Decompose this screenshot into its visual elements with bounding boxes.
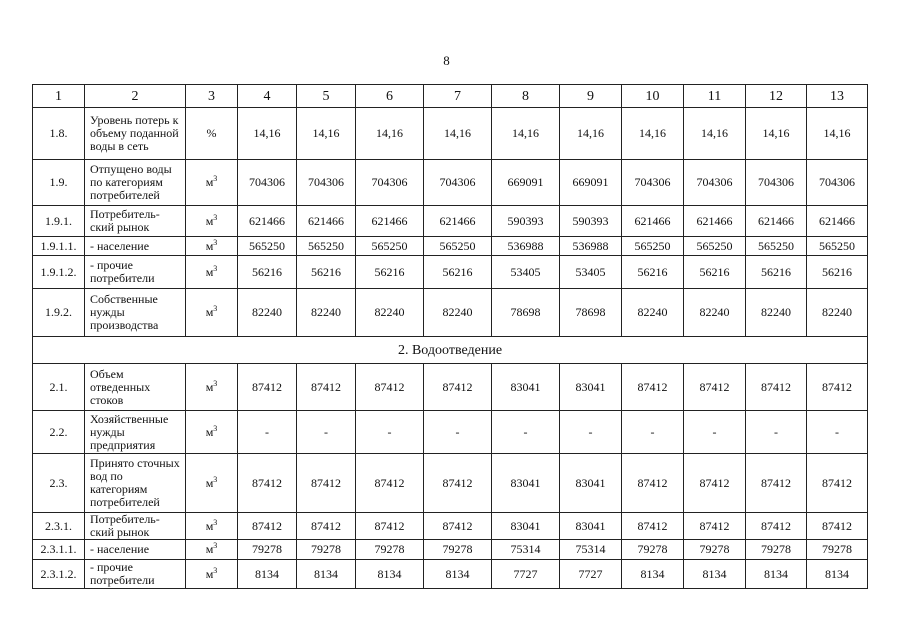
value-cell: 87412	[684, 513, 746, 540]
value-cell: 536988	[560, 237, 622, 256]
column-header: 3	[186, 85, 238, 108]
value-cell: 83041	[560, 364, 622, 411]
value-cell: 87412	[746, 513, 807, 540]
value-cell: 621466	[356, 206, 424, 237]
value-cell: 7727	[492, 560, 560, 589]
value-cell: 14,16	[622, 108, 684, 160]
table-row	[33, 237, 868, 256]
value-cell: 8134	[622, 560, 684, 589]
table-row	[33, 364, 868, 411]
column-header: 1	[33, 85, 85, 108]
row-unit: $м^3$	[186, 560, 238, 589]
value-cell: 87412	[622, 364, 684, 411]
value-cell: 87412	[297, 454, 356, 513]
row-name: Принято сточных вод по категориям потребителей	[85, 454, 186, 513]
value-cell: 83041	[492, 513, 560, 540]
value-cell: 79278	[746, 540, 807, 560]
value-cell: 565250	[807, 237, 868, 256]
row-code: 1.9.1.	[33, 206, 85, 237]
section-title: 2. Водоотведение	[33, 337, 868, 364]
value-cell: 87412	[684, 364, 746, 411]
value-cell: -	[424, 411, 492, 454]
value-cell: 8134	[238, 560, 297, 589]
row-name: Хозяйственные нужды предприятия	[85, 411, 186, 454]
value-cell: -	[492, 411, 560, 454]
data-table	[32, 84, 868, 589]
value-cell: 82240	[622, 289, 684, 337]
table-row	[33, 256, 868, 289]
value-cell: -	[560, 411, 622, 454]
value-cell: 87412	[238, 513, 297, 540]
row-code: 1.9.2.	[33, 289, 85, 337]
row-name: Потребитель-ский рынок	[85, 206, 186, 237]
value-cell: 87412	[807, 364, 868, 411]
row-unit: $м^3$	[186, 411, 238, 454]
value-cell: 565250	[622, 237, 684, 256]
row-code: 2.3.1.1.	[33, 540, 85, 560]
value-cell: 87412	[238, 454, 297, 513]
value-cell: 87412	[622, 513, 684, 540]
row-name: - прочие потребители	[85, 256, 186, 289]
value-cell: 669091	[492, 160, 560, 206]
value-cell: 87412	[424, 513, 492, 540]
value-cell: 79278	[424, 540, 492, 560]
value-cell: 621466	[684, 206, 746, 237]
column-header: 5	[297, 85, 356, 108]
value-cell: 56216	[356, 256, 424, 289]
value-cell: 75314	[560, 540, 622, 560]
value-cell: 621466	[807, 206, 868, 237]
value-cell: 590393	[492, 206, 560, 237]
value-cell: 78698	[492, 289, 560, 337]
value-cell: 83041	[560, 454, 622, 513]
row-code: 1.8.	[33, 108, 85, 160]
value-cell: -	[297, 411, 356, 454]
value-cell: 87412	[684, 454, 746, 513]
value-cell: 14,16	[297, 108, 356, 160]
value-cell: 536988	[492, 237, 560, 256]
value-cell: 87412	[297, 364, 356, 411]
value-cell: 82240	[684, 289, 746, 337]
table-row	[33, 560, 868, 589]
value-cell: 78698	[560, 289, 622, 337]
value-cell: -	[746, 411, 807, 454]
value-cell: 87412	[424, 454, 492, 513]
column-header: 4	[238, 85, 297, 108]
page-number: 8	[443, 53, 450, 68]
header-row	[33, 85, 868, 108]
row-name: - население	[85, 540, 186, 560]
value-cell: -	[238, 411, 297, 454]
value-cell: 87412	[238, 364, 297, 411]
value-cell: 82240	[356, 289, 424, 337]
value-cell: 87412	[297, 513, 356, 540]
value-cell: 14,16	[356, 108, 424, 160]
value-cell: 590393	[560, 206, 622, 237]
row-unit: $м^3$	[186, 160, 238, 206]
value-cell: 56216	[684, 256, 746, 289]
value-cell: 8134	[424, 560, 492, 589]
row-unit: $м^3$	[186, 256, 238, 289]
value-cell: 7727	[560, 560, 622, 589]
value-cell: 87412	[746, 364, 807, 411]
column-header: 6	[356, 85, 424, 108]
value-cell: 53405	[560, 256, 622, 289]
row-unit: $м^3$	[186, 206, 238, 237]
value-cell: 621466	[297, 206, 356, 237]
row-unit: $м^3$	[186, 513, 238, 540]
value-cell: 8134	[356, 560, 424, 589]
row-unit: $м^3$	[186, 289, 238, 337]
value-cell: 87412	[807, 513, 868, 540]
value-cell: 56216	[807, 256, 868, 289]
column-header: 8	[492, 85, 560, 108]
row-code: 2.3.1.2.	[33, 560, 85, 589]
table-row	[33, 513, 868, 540]
table-row	[33, 108, 868, 160]
value-cell: 704306	[684, 160, 746, 206]
row-name: Собственные нужды производства	[85, 289, 186, 337]
column-header: 10	[622, 85, 684, 108]
row-name: Объем отведенных стоков	[85, 364, 186, 411]
value-cell: 14,16	[807, 108, 868, 160]
value-cell: 87412	[746, 454, 807, 513]
value-cell: 14,16	[560, 108, 622, 160]
value-cell: 565250	[356, 237, 424, 256]
row-code: 2.3.1.	[33, 513, 85, 540]
value-cell: 87412	[356, 364, 424, 411]
value-cell: 14,16	[492, 108, 560, 160]
value-cell: 565250	[684, 237, 746, 256]
row-name: Уровень потерь к объему поданной воды в сеть	[85, 108, 186, 160]
row-unit: $м^3$	[186, 540, 238, 560]
value-cell: -	[356, 411, 424, 454]
value-cell: 565250	[746, 237, 807, 256]
column-header: 12	[746, 85, 807, 108]
value-cell: 621466	[746, 206, 807, 237]
value-cell: -	[684, 411, 746, 454]
row-name: - население	[85, 237, 186, 256]
table-row	[33, 411, 868, 454]
column-header: 7	[424, 85, 492, 108]
value-cell: 8134	[684, 560, 746, 589]
value-cell: 87412	[424, 364, 492, 411]
value-cell: 56216	[238, 256, 297, 289]
value-cell: 14,16	[684, 108, 746, 160]
value-cell: 79278	[684, 540, 746, 560]
row-name: Отпущено воды по категориям потребителей	[85, 160, 186, 206]
table-row	[33, 454, 868, 513]
value-cell: 8134	[746, 560, 807, 589]
value-cell: 87412	[356, 454, 424, 513]
table-row	[33, 160, 868, 206]
table-row	[33, 289, 868, 337]
value-cell: 79278	[622, 540, 684, 560]
row-unit: $м^3$	[186, 364, 238, 411]
row-unit: $м^3$	[186, 454, 238, 513]
row-name: Потребитель-ский рынок	[85, 513, 186, 540]
value-cell: -	[622, 411, 684, 454]
section-header-row	[33, 337, 868, 364]
value-cell: 56216	[622, 256, 684, 289]
row-code: 1.9.	[33, 160, 85, 206]
value-cell: 565250	[238, 237, 297, 256]
value-cell: 79278	[297, 540, 356, 560]
row-code: 1.9.1.2.	[33, 256, 85, 289]
value-cell: 621466	[238, 206, 297, 237]
value-cell: 87412	[807, 454, 868, 513]
value-cell: 621466	[424, 206, 492, 237]
value-cell: 704306	[356, 160, 424, 206]
row-code: 2.3.	[33, 454, 85, 513]
value-cell: 79278	[238, 540, 297, 560]
value-cell: 669091	[560, 160, 622, 206]
value-cell: 79278	[807, 540, 868, 560]
value-cell: 704306	[746, 160, 807, 206]
value-cell: 82240	[297, 289, 356, 337]
column-header: 13	[807, 85, 868, 108]
table-row	[33, 206, 868, 237]
value-cell: 704306	[807, 160, 868, 206]
column-header: 9	[560, 85, 622, 108]
value-cell: 704306	[622, 160, 684, 206]
value-cell: 82240	[746, 289, 807, 337]
value-cell: 82240	[424, 289, 492, 337]
value-cell: 79278	[356, 540, 424, 560]
row-name: - прочие потребители	[85, 560, 186, 589]
value-cell: 565250	[424, 237, 492, 256]
value-cell: 14,16	[238, 108, 297, 160]
column-header: 2	[85, 85, 186, 108]
value-cell: -	[807, 411, 868, 454]
value-cell: 82240	[807, 289, 868, 337]
value-cell: 14,16	[424, 108, 492, 160]
value-cell: 14,16	[746, 108, 807, 160]
value-cell: 83041	[492, 454, 560, 513]
column-header: 11	[684, 85, 746, 108]
row-code: 2.1.	[33, 364, 85, 411]
value-cell: 565250	[297, 237, 356, 256]
value-cell: 8134	[807, 560, 868, 589]
row-code: 2.2.	[33, 411, 85, 454]
value-cell: 83041	[492, 364, 560, 411]
value-cell: 83041	[560, 513, 622, 540]
row-code: 1.9.1.1.	[33, 237, 85, 256]
value-cell: 704306	[424, 160, 492, 206]
row-unit: %	[186, 108, 238, 160]
value-cell: 82240	[238, 289, 297, 337]
value-cell: 53405	[492, 256, 560, 289]
value-cell: 87412	[622, 454, 684, 513]
value-cell: 704306	[238, 160, 297, 206]
value-cell: 56216	[424, 256, 492, 289]
table-row	[33, 540, 868, 560]
value-cell: 621466	[622, 206, 684, 237]
value-cell: 56216	[746, 256, 807, 289]
value-cell: 87412	[356, 513, 424, 540]
value-cell: 56216	[297, 256, 356, 289]
value-cell: 75314	[492, 540, 560, 560]
value-cell: 8134	[297, 560, 356, 589]
row-unit: $м^3$	[186, 237, 238, 256]
value-cell: 704306	[297, 160, 356, 206]
